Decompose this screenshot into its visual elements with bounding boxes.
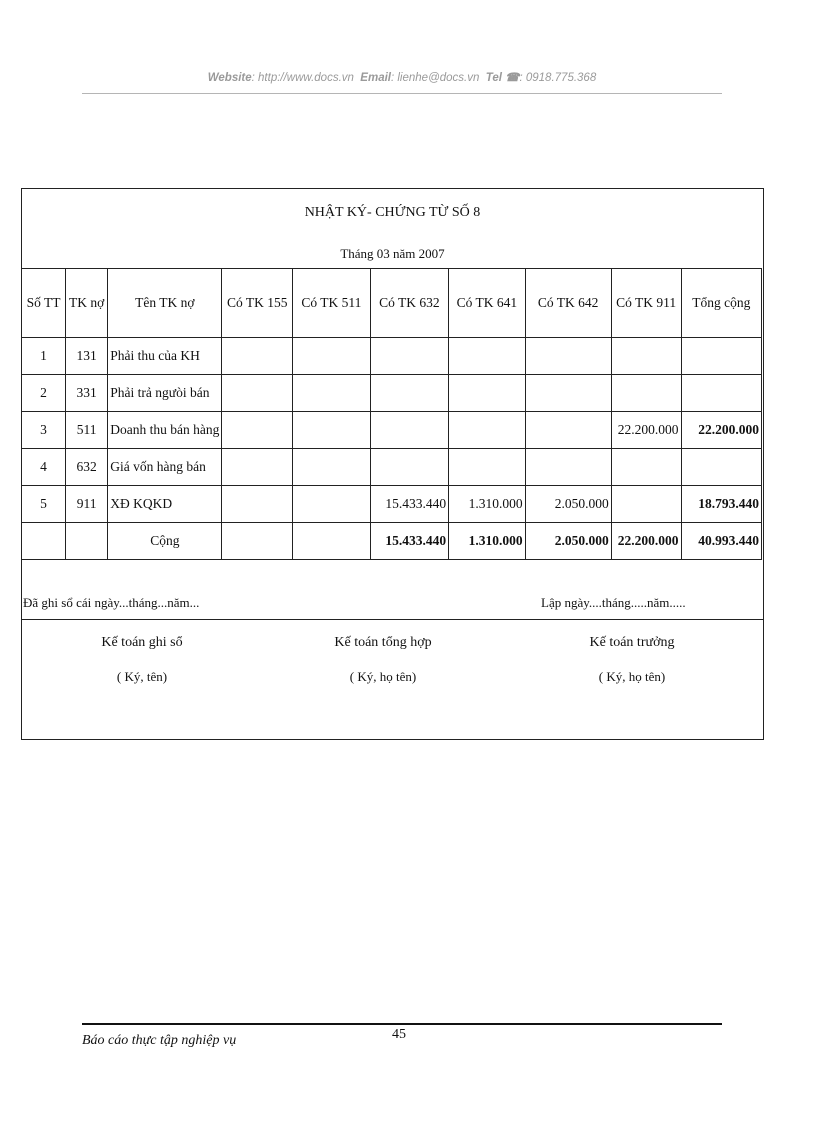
cell-co632 bbox=[370, 449, 448, 486]
cell-account-name: Giá vốn hàng bán bbox=[108, 449, 222, 486]
total-label: Cộng bbox=[108, 523, 222, 560]
signature-note: ( Ký, họ tên) bbox=[349, 669, 417, 684]
journal-title: NHẬT KÝ- CHỨNG TỪ SỐ 8 bbox=[304, 205, 481, 220]
col-header-co911: Có TK 911 bbox=[611, 269, 681, 338]
total-row bbox=[22, 523, 762, 560]
cell-co155 bbox=[222, 486, 293, 523]
ledger-recorded-note: Đã ghi sổ cái ngày...tháng...năm... bbox=[23, 595, 200, 610]
report-title: Báo cáo thực tập nghiệp vụ bbox=[82, 1033, 237, 1048]
email-value: : lienhe@docs.vn bbox=[390, 72, 480, 84]
cell-co155 bbox=[222, 375, 293, 412]
website-value: : http://www.docs.vn bbox=[251, 72, 354, 84]
cell-account-name: XĐ KQKD bbox=[108, 486, 222, 523]
table-row bbox=[22, 449, 762, 486]
total-grand: 40.993.440 bbox=[681, 523, 761, 560]
cell-tk: 331 bbox=[66, 375, 108, 412]
cell-stt: 3 bbox=[22, 412, 66, 449]
cell-total: 18.793.440 bbox=[681, 486, 761, 523]
cell-stt: 2 bbox=[22, 375, 66, 412]
cell-co155 bbox=[222, 449, 293, 486]
cell-co155 bbox=[222, 412, 293, 449]
cell-co642 bbox=[525, 412, 611, 449]
cell-stt: 4 bbox=[22, 449, 66, 486]
cell-co642 bbox=[525, 375, 611, 412]
cell-empty bbox=[22, 523, 66, 560]
signature-role: Kế toán tổng hợp bbox=[334, 635, 432, 650]
cell-account-name: Phải thu của KH bbox=[108, 338, 222, 375]
table-row bbox=[22, 338, 762, 375]
journal-voucher bbox=[21, 188, 764, 740]
cell-tk: 632 bbox=[66, 449, 108, 486]
journal-table bbox=[21, 268, 762, 560]
cell-tk: 511 bbox=[66, 412, 108, 449]
cell-empty bbox=[66, 523, 108, 560]
col-header-stt: Số TT bbox=[22, 269, 66, 338]
cell-total bbox=[681, 338, 761, 375]
col-header-co642: Có TK 642 bbox=[525, 269, 611, 338]
prepared-date-note: Lập ngày....tháng.....năm..... bbox=[541, 595, 686, 610]
cell-account-name: Phải trả ngưòi bán bbox=[108, 375, 222, 412]
cell-stt: 1 bbox=[22, 338, 66, 375]
signature-note: ( Ký, tên) bbox=[116, 669, 168, 684]
cell-co632 bbox=[370, 412, 448, 449]
total-co641: 1.310.000 bbox=[449, 523, 526, 560]
cell-co632: 15.433.440 bbox=[370, 486, 448, 523]
total-co632: 15.433.440 bbox=[370, 523, 448, 560]
cell-co911 bbox=[611, 375, 681, 412]
signature-block-bookkeeper bbox=[42, 635, 242, 685]
col-header-co511: Có TK 511 bbox=[293, 269, 370, 338]
cell-co641 bbox=[449, 449, 526, 486]
cell-stt: 5 bbox=[22, 486, 66, 523]
tel-label: Tel ☎ bbox=[485, 72, 520, 84]
cell-co511 bbox=[293, 486, 370, 523]
cell-co641 bbox=[449, 338, 526, 375]
cell-empty bbox=[293, 523, 370, 560]
cell-tk: 131 bbox=[66, 338, 108, 375]
col-header-total: Tổng cộng bbox=[681, 269, 761, 338]
cell-co632 bbox=[370, 375, 448, 412]
tel-value: : 0918.775.368 bbox=[519, 72, 597, 84]
cell-co511 bbox=[293, 449, 370, 486]
table-row bbox=[22, 412, 762, 449]
cell-tk: 911 bbox=[66, 486, 108, 523]
cell-co641: 1.310.000 bbox=[449, 486, 526, 523]
cell-total: 22.200.000 bbox=[681, 412, 761, 449]
signature-role: Kế toán ghi sổ bbox=[101, 635, 183, 650]
journal-period: Tháng 03 năm 2007 bbox=[340, 246, 445, 261]
cell-co155 bbox=[222, 338, 293, 375]
table-header-row bbox=[22, 269, 762, 338]
col-header-tk-no: TK nợ bbox=[66, 269, 108, 338]
cell-co641 bbox=[449, 375, 526, 412]
page-number: 45 bbox=[392, 1027, 406, 1042]
cell-co911 bbox=[611, 338, 681, 375]
cell-empty bbox=[222, 523, 293, 560]
cell-co911 bbox=[611, 449, 681, 486]
signature-block-chief-accountant bbox=[532, 635, 732, 685]
cell-account-name: Doanh thu bán hàng bbox=[108, 412, 222, 449]
cell-co632 bbox=[370, 338, 448, 375]
total-co642: 2.050.000 bbox=[525, 523, 611, 560]
col-header-account-name: Tên TK nợ bbox=[108, 269, 222, 338]
cell-co642 bbox=[525, 449, 611, 486]
cell-co511 bbox=[293, 375, 370, 412]
signature-block-general-accountant bbox=[283, 635, 483, 685]
cell-co641 bbox=[449, 412, 526, 449]
footer-divider bbox=[82, 1023, 722, 1025]
table-row bbox=[22, 375, 762, 412]
website-label: Website bbox=[207, 72, 252, 84]
cell-co511 bbox=[293, 338, 370, 375]
col-header-co632: Có TK 632 bbox=[370, 269, 448, 338]
cell-total bbox=[681, 375, 761, 412]
cell-co511 bbox=[293, 412, 370, 449]
col-header-co641: Có TK 641 bbox=[449, 269, 526, 338]
cell-co642: 2.050.000 bbox=[525, 486, 611, 523]
col-header-co155: Có TK 155 bbox=[222, 269, 293, 338]
table-row bbox=[22, 486, 762, 523]
cell-co911: 22.200.000 bbox=[611, 412, 681, 449]
cell-co911 bbox=[611, 486, 681, 523]
signature-role: Kế toán trưởng bbox=[589, 635, 675, 650]
cell-total bbox=[681, 449, 761, 486]
total-co911: 22.200.000 bbox=[611, 523, 681, 560]
header-divider bbox=[82, 93, 722, 94]
page-header bbox=[82, 70, 722, 84]
email-label: Email bbox=[360, 72, 391, 84]
cell-co642 bbox=[525, 338, 611, 375]
signature-note: ( Ký, họ tên) bbox=[598, 669, 666, 684]
signature-divider bbox=[22, 619, 763, 620]
